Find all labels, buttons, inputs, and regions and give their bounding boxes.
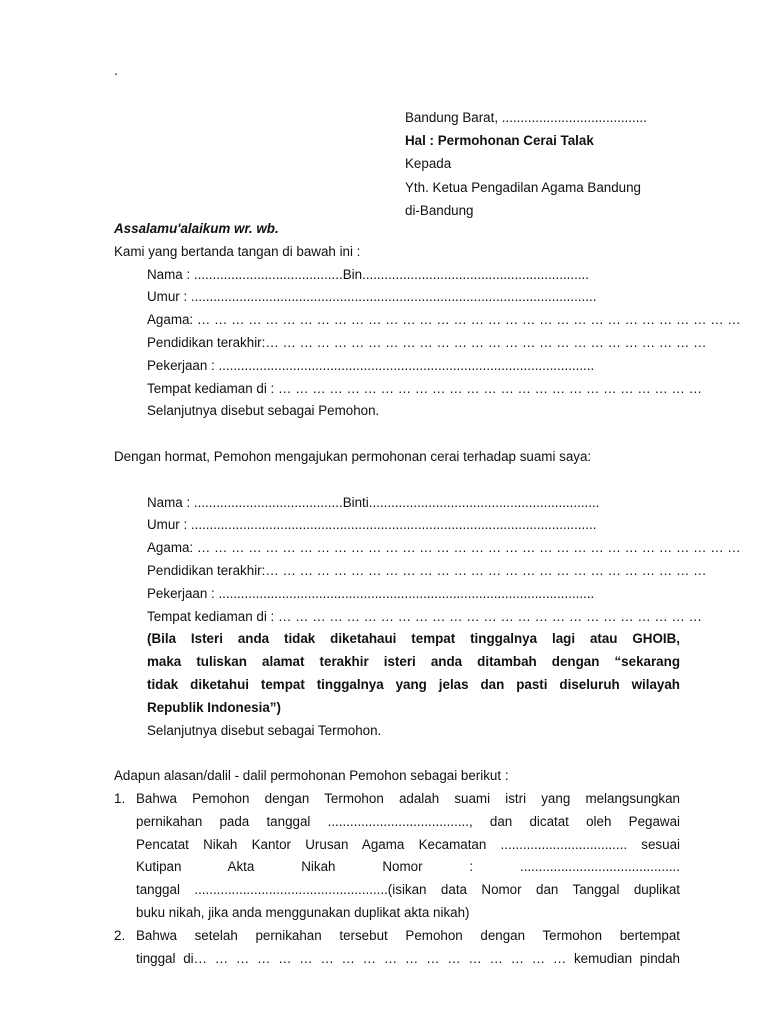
ghoib-note-line: maka tuliskan alamat terakhir isteri anda ditambah dengan “sekarang <box>147 654 680 670</box>
reason-line: Pencatat Nikah Kantor Urusan Agama Kecamatan .................................. sesuai <box>136 836 680 852</box>
respondent-block <box>114 492 741 743</box>
applicant-residence-line: Tempat kediaman di : … … … … … … … … … … … … … … … … … … … … … … … … … <box>147 380 703 396</box>
reason-text <box>136 788 680 925</box>
letter-header <box>405 106 695 222</box>
respondent-name-line: Nama : ........................................Binti.............................................................. <box>147 494 600 510</box>
applicant-education-line: Pendidikan terakhir:… … … … … … … … … … … … … … … … … … … … … … … … … … <box>147 334 707 350</box>
reason-number: 2. <box>114 927 126 943</box>
reason-item <box>114 925 680 971</box>
reason-number: 1. <box>114 790 126 806</box>
reason-line: Kutipan Akta Nikah Nomor : ........................................... <box>136 859 680 875</box>
subject-line: Hal : Permohonan Cerai Talak <box>405 133 594 149</box>
applicant-age-line: Umur : ............................................................................................................. <box>147 289 597 305</box>
respondent-religion-line: Agama: … … … … … … … … … … … … … … … … … … … … … … … … … … … … … … … … <box>147 540 741 556</box>
letter-body <box>114 218 741 970</box>
place-date-line: Bandung Barat, ....................................... <box>405 110 647 125</box>
reason-line: buku nikah, jika anda menggunakan duplikat akta nikah) <box>136 904 470 920</box>
ghoib-note-line: (Bila Isteri anda tidak diketahaui tempat tinggalnya lagi atau GHOIB, <box>147 631 680 647</box>
reason-line: tanggal ....................................................(isikan data Nomor dan Tanggal duplikat <box>136 882 680 898</box>
applicant-religion-line: Agama: … … … … … … … … … … … … … … … … … … … … … … … … … … … … … … … … <box>147 312 741 328</box>
respondent-occupation-line: Pekerjaan : ..................................................................................................... <box>147 585 595 601</box>
respondent-age-line: Umur : ............................................................................................................. <box>147 517 597 533</box>
to-line: Kepada <box>405 156 452 172</box>
greeting: Assalamu'alaikum wr. wb. <box>114 221 279 236</box>
respondent-closing-line: Selanjutnya disebut sebagai Termohon. <box>147 722 382 738</box>
respondent-residence-line: Tempat kediaman di : … … … … … … … … … … … … … … … … … … … … … … … … … <box>147 608 703 624</box>
reasons-intro-line: Adapun alasan/dalil - dalil permohonan Pemohon sebagai berikut : <box>114 768 509 784</box>
addressee-line: Yth. Ketua Pengadilan Agama Bandung <box>405 179 642 195</box>
ghoib-note-line: Republik Indonesia”) <box>147 699 281 715</box>
applicant-block <box>114 264 741 424</box>
intro-line: Kami yang bertanda tangan di bawah ini : <box>114 243 361 259</box>
reason-text <box>136 925 680 971</box>
stray-dot: . <box>114 62 118 78</box>
applicant-name-line: Nama : ........................................Bin............................................................. <box>147 266 589 282</box>
respondent-education-line: Pendidikan terakhir:… … … … … … … … … … … … … … … … … … … … … … … … … … <box>147 562 707 578</box>
ghoib-note <box>114 628 680 719</box>
reason-line: Bahwa Pemohon dengan Termohon adalah suami istri yang melangsungkan <box>136 790 680 806</box>
reason-line: tinggal di… … … … … … … … … … … … … … … … … … kemudian pindah <box>136 950 680 966</box>
respondent-intro-line: Dengan hormat, Pemohon mengajukan permohonan cerai terhadap suami saya: <box>114 448 592 464</box>
spacer <box>114 469 680 492</box>
reason-line: pernikahan pada tanggal ......................................, dan dicatat oleh Pegawai <box>136 813 680 829</box>
city-line: di-Bandung <box>405 202 474 218</box>
reason-item <box>114 788 680 925</box>
spacer <box>114 423 680 446</box>
applicant-closing-line: Selanjutnya disebut sebagai Pemohon. <box>147 403 380 419</box>
spacer <box>114 742 680 765</box>
ghoib-note-line: tidak diketahui tempat tinggalnya yang jelas dan pasti diseluruh wilayah <box>147 676 680 692</box>
applicant-occupation-line: Pekerjaan : ..................................................................................................... <box>147 357 595 373</box>
reason-line: Bahwa setelah pernikahan tersebut Pemohon dengan Termohon bertempat <box>136 927 680 943</box>
